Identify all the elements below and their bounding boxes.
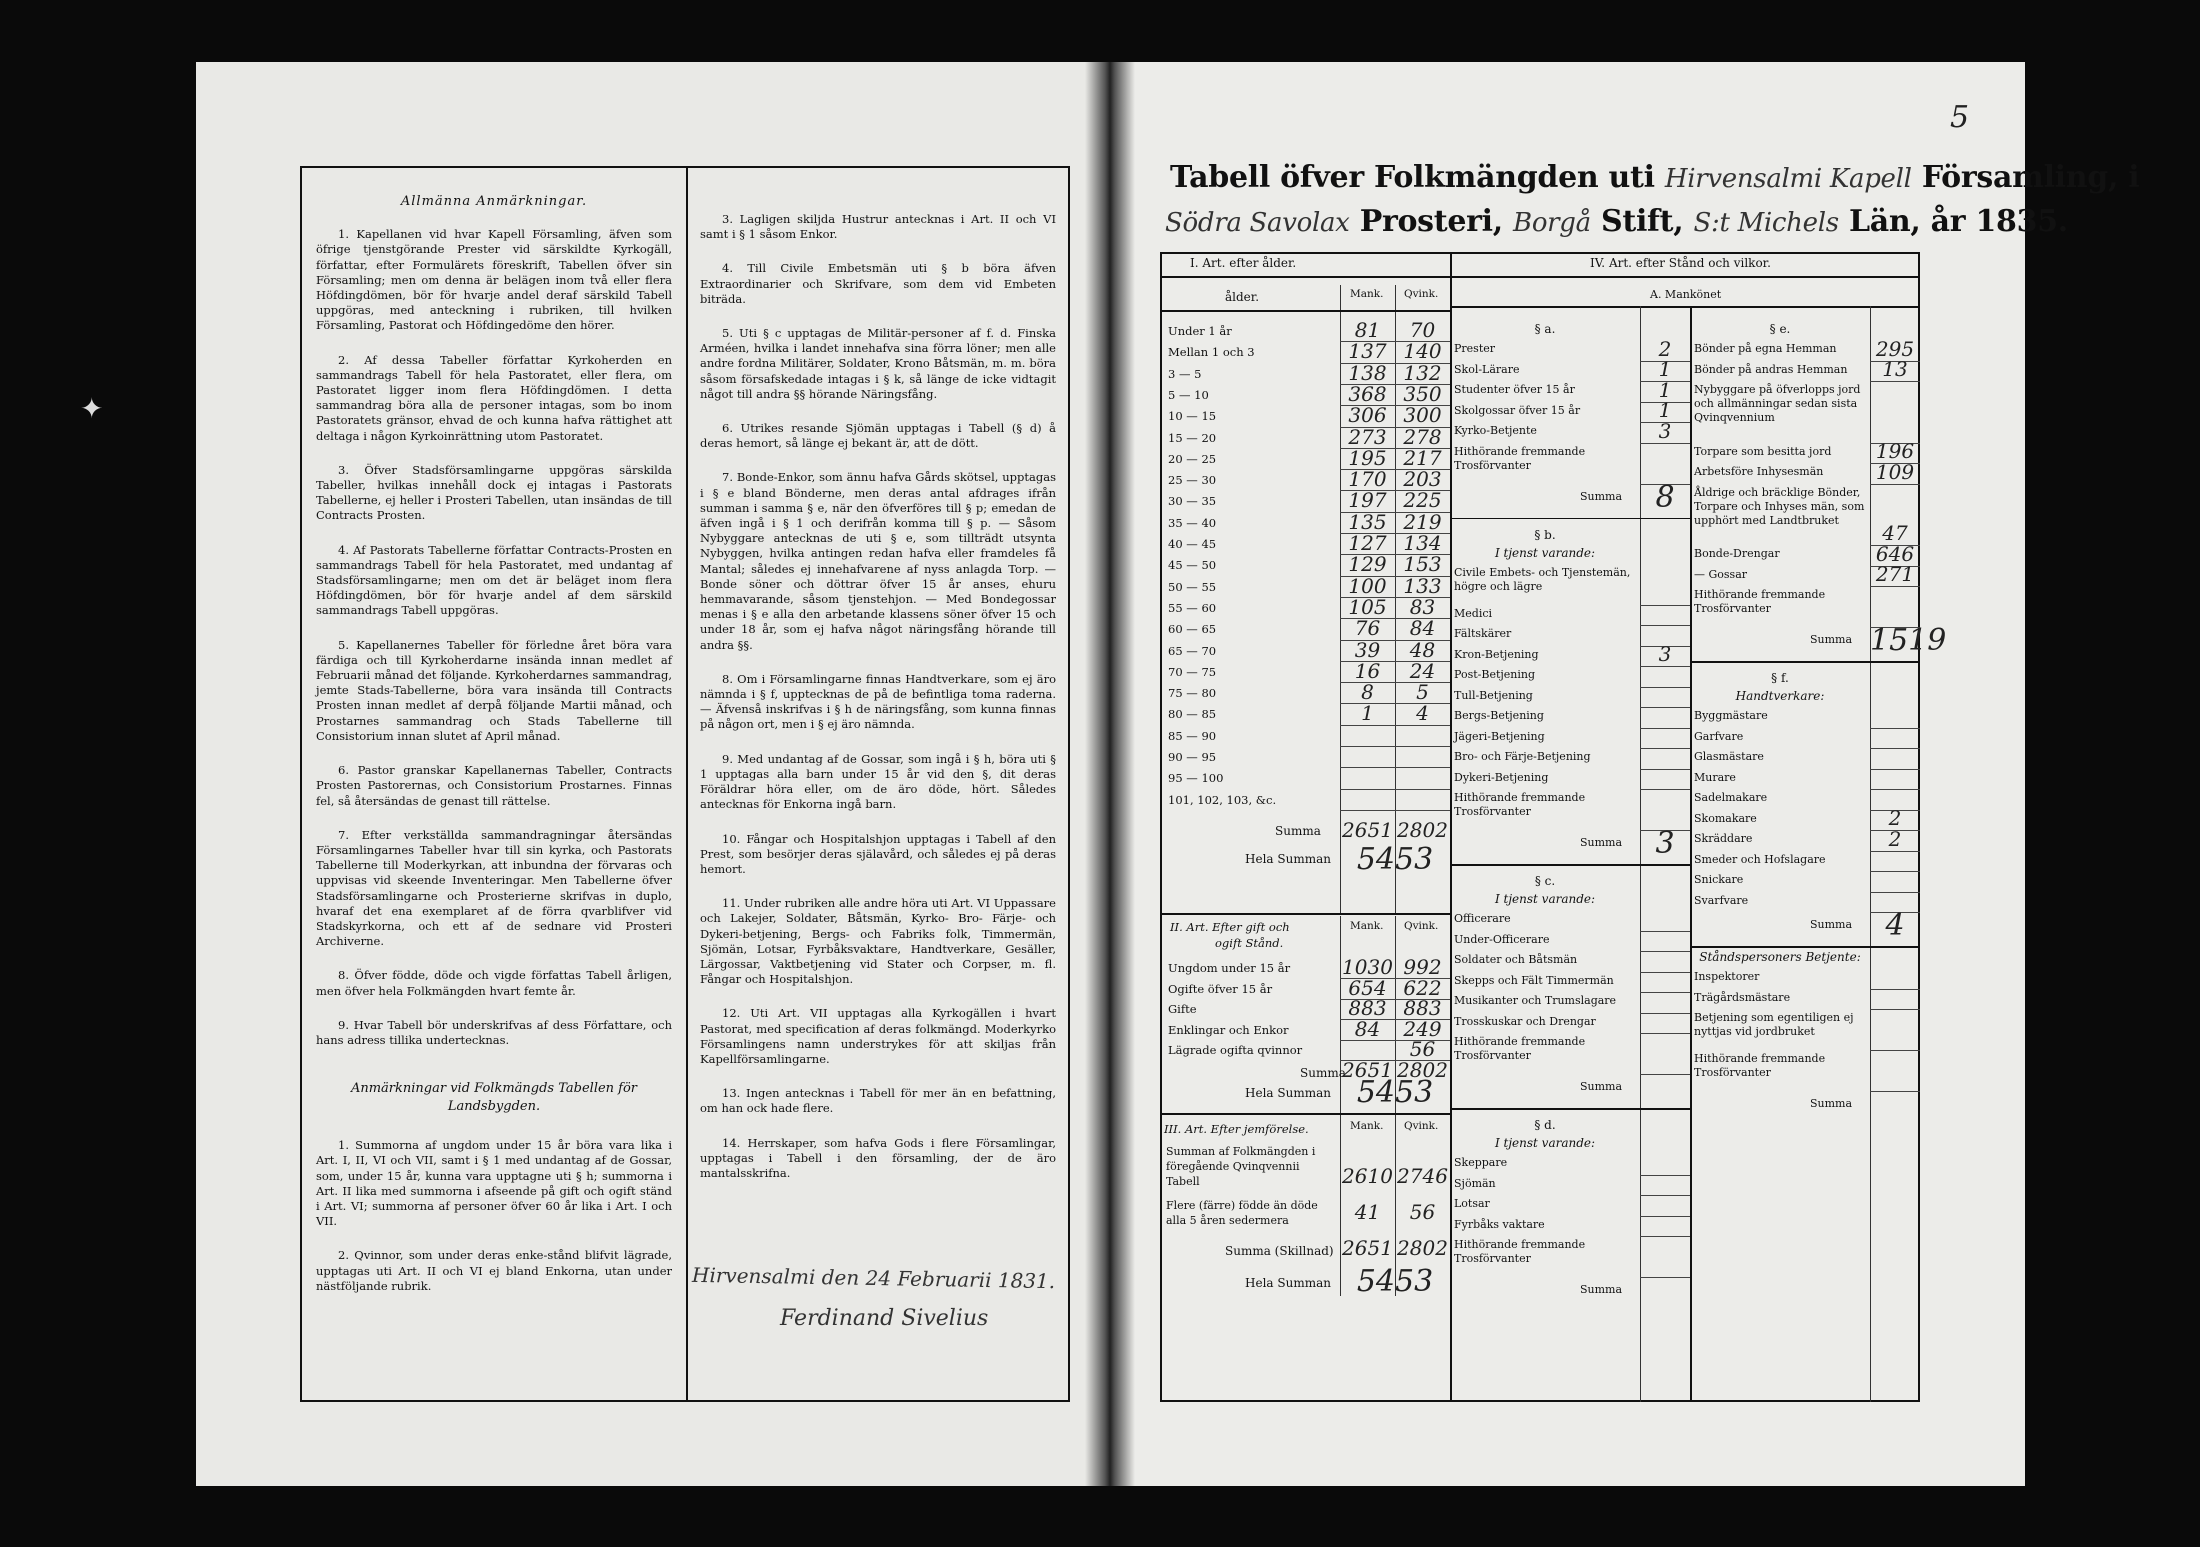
art2-female: 622 — [1403, 975, 1442, 1000]
se-row-label: Bönder på egna Hemman — [1694, 342, 1837, 355]
age-row-rule — [1340, 789, 1450, 790]
art2-male: 84 — [1354, 1016, 1381, 1041]
sb-row-rule — [1640, 687, 1690, 688]
se-end-rule — [1690, 661, 1920, 663]
female-count: 24 — [1409, 658, 1436, 683]
art2-end-rule — [1160, 1113, 1450, 1115]
sd-row-label: Hithörande fremmande Trosförvanter — [1454, 1238, 1586, 1265]
sf-summa-label: Summa — [1810, 918, 1853, 931]
male-count: 76 — [1354, 616, 1381, 641]
sa-row-label: Skolgossar öfver 15 år — [1454, 403, 1581, 417]
age-label: 40 — 45 — [1168, 537, 1217, 551]
sa-value: 1 — [1658, 357, 1672, 381]
female-count: 4 — [1416, 701, 1429, 726]
age-label: 80 — 85 — [1168, 707, 1217, 722]
general-remark-cont-10: 12. Uti Art. VII upptagas alla Kyrkogällen i hvart Pastorat, med specification af deras folkmängd. Moderkyrko Församlingens namn understrykes för att skiljas från Kapellförsamlingarne. — [700, 1006, 1056, 1066]
female-count: 300 — [1403, 403, 1442, 428]
art2-row-label: Gifte — [1168, 1002, 1197, 1016]
sf-summa-value: 4 — [1885, 908, 1905, 943]
general-remark-7: 7. Efter verkställda sammandragningar återsändas Församlingarnes Tabeller hvar till sin kyrka, och Pastorats Tabellerne till Moderkyrkan, att inbundna der förvaras och uppvisas vid skeende Inventeringar. Men Tabellerne öfver Stadsförsamlingarne och Prosterierne skrifvas in duplo, hvaraf det ena exemplaret af de förra qvarblifver vid Stadskyrkorna, och ett af de sednare vid Prosteri Archiverne. — [316, 827, 672, 949]
art1-end-rule — [1160, 913, 1450, 915]
sb-row-label: Dykeri-Betjening — [1454, 770, 1549, 784]
sb-row-label: Bro- och Färje-Betjening — [1454, 750, 1591, 763]
sc-subtitle: I tjenst varande: — [1494, 892, 1596, 906]
male-count: 170 — [1348, 467, 1387, 492]
art2-summa-male: 2651 — [1342, 1058, 1393, 1082]
se-row-label: Bonde-Drengar — [1694, 547, 1780, 560]
art1-header-rule — [1160, 276, 1450, 278]
art3-row2-female: 56 — [1409, 1200, 1436, 1224]
art1-col-mank: Mank. — [1350, 288, 1384, 300]
male-count: 135 — [1348, 509, 1387, 534]
general-remark-cont-4: 6. Utrikes resande Sjömän upptagas i Tabell (§ d) å deras hemort, så länge ej bekant är, att de dött. — [700, 421, 1056, 451]
sd-row-label: Fyrbåks vaktare — [1454, 1217, 1545, 1231]
year: 1835. — [1975, 204, 2068, 239]
art1-col-qvink: Qvink. — [1404, 288, 1439, 300]
sb-row-rule — [1640, 789, 1690, 790]
sb-row-rule — [1640, 748, 1690, 749]
age-label: 50 — 55 — [1168, 579, 1217, 594]
art2-hela-label: Hela Summan — [1245, 1086, 1331, 1100]
general-remark-cont-7: 9. Med undantag af de Gossar, som ingå i § h, böra uti § 1 upptagas alla barn under 15 år vid den §, dit deras Föräldrar höra eller, om de äro döde, hört. Således antecknas för Enkorna ingå barn. — [700, 751, 1056, 812]
age-label: 30 — 35 — [1168, 494, 1217, 509]
sd-row-rule — [1640, 1216, 1690, 1217]
parish-handwritten: Hirvensalmi Kapell — [1664, 164, 1912, 194]
sc-row-label: Officerare — [1454, 912, 1511, 925]
landsbygd-remark-2: 2. Qvinnor, som under deras enke-stånd blifvit lägrade, upptagas uti Art. II och VI ej bland Enkorna, utan under nästföljande rubrik. — [316, 1248, 672, 1293]
male-count: 368 — [1348, 381, 1387, 406]
prosteri-handwritten: Södra Savolax — [1165, 208, 1350, 238]
art2-male: 654 — [1348, 975, 1387, 1000]
sd-row-rule — [1640, 1195, 1690, 1196]
sf-row-label: Garfvare — [1694, 729, 1744, 743]
female-count: 84 — [1409, 616, 1436, 641]
sa-value: 3 — [1658, 418, 1672, 443]
se-row-label: — Gossar — [1694, 567, 1748, 581]
se-summa-value: 1519 — [1870, 623, 1947, 658]
female-count: 217 — [1403, 445, 1442, 470]
art4-header: IV. Art. efter Stånd och vilkor. — [1590, 256, 1771, 270]
sb-row-label: Post-Betjening — [1454, 668, 1536, 681]
art2-female: 249 — [1403, 1016, 1442, 1041]
female-count: 219 — [1403, 509, 1442, 534]
age-label: 20 — 25 — [1168, 451, 1217, 466]
se-row-label: Torpare som besitta jord — [1694, 444, 1832, 458]
sa-value: 1 — [1658, 398, 1672, 422]
sb-row-label: Tull-Betjening — [1454, 688, 1533, 702]
sd-subtitle: I tjenst varande: — [1494, 1136, 1596, 1150]
male-count: 100 — [1348, 573, 1387, 598]
general-remark-3: 3. Öfver Stadsförsamlingarne uppgöras särskilda Tabeller, hvilkas innehåll dock ej intagas i Pastorats Tabellerne, ej heller i Prosteri Tabellen, utan insändas de till Contracts Prosten. — [316, 462, 672, 523]
age-label: 3 — 5 — [1168, 366, 1202, 381]
age-label: 35 — 40 — [1168, 515, 1217, 530]
age-label: 101, 102, 103, &c. — [1168, 792, 1277, 807]
se-value: 196 — [1875, 439, 1915, 463]
art2-female: 992 — [1403, 955, 1442, 979]
sg-row-rule — [1870, 1009, 1920, 1010]
sb-row-rule — [1640, 666, 1690, 667]
sc-row-label: Musikanter och Trumslagare — [1454, 994, 1617, 1007]
age-row-rule — [1340, 810, 1450, 811]
title-prefix: Tabell öfver Folkmängden uti — [1170, 160, 1655, 195]
sg-row-label: Trägårdsmästare — [1694, 990, 1791, 1004]
sf-row-rule — [1870, 748, 1920, 749]
male-count: 137 — [1348, 339, 1387, 364]
art3-row1-male: 2610 — [1342, 1164, 1393, 1188]
art4-header-rule — [1450, 276, 1920, 278]
book-gutter — [1085, 62, 1135, 1486]
age-label: 65 — 70 — [1168, 643, 1217, 658]
art2-row-label: Lägrade ogifta qvinnor — [1168, 1043, 1303, 1057]
female-count: 140 — [1403, 339, 1442, 364]
age-label: 90 — 95 — [1168, 750, 1217, 764]
se-row-label: Arbetsföre Inhysesmän — [1694, 465, 1824, 478]
sf-row-label: Byggmästare — [1694, 709, 1768, 722]
title-forsamling: Församling, i — [1921, 160, 2140, 195]
sb-summa-value: 3 — [1655, 826, 1675, 861]
age-label: 10 — 15 — [1168, 409, 1217, 424]
se-row-label: Åldrige och bräcklige Bönder, Torpare och Inhyses män, som upphört med Landtbruket — [1694, 485, 1865, 527]
sb-row-rule — [1640, 605, 1690, 606]
page-number: 5 — [1950, 100, 1970, 135]
lan-handwritten: S:t Michels — [1693, 208, 1839, 238]
sb-row-label: Civile Embets- och Tjenstemän, högre och lägre — [1454, 565, 1631, 593]
sc-row-rule — [1640, 992, 1690, 993]
sa-end-rule — [1450, 518, 1690, 520]
sb-row-rule — [1640, 728, 1690, 729]
female-count: 83 — [1409, 594, 1436, 619]
art4-subheader-rule — [1450, 306, 1920, 308]
sc-row-rule — [1640, 972, 1690, 973]
art3-col-mank: Mank. — [1350, 1120, 1384, 1132]
art2-header-1: II. Art. Efter gift och — [1170, 920, 1290, 934]
sf-row-rule — [1870, 851, 1920, 852]
sc-row-rule — [1640, 1013, 1690, 1014]
sc-title: § c. — [1534, 874, 1556, 888]
se-value: 13 — [1882, 357, 1908, 381]
sg-subtitle: Ståndspersoners Betjente: — [1699, 950, 1861, 964]
title-line-1 — [1170, 160, 2139, 195]
sd-summa-label: Summa — [1580, 1283, 1623, 1296]
sa-value: 2 — [1658, 336, 1672, 361]
age-label: 15 — 20 — [1168, 430, 1217, 445]
art4-mid-divider — [1690, 306, 1692, 1402]
male-count: 273 — [1348, 424, 1387, 449]
sg-row-rule — [1870, 989, 1920, 990]
sb-row-rule — [1640, 625, 1690, 626]
sa-title: § a. — [1534, 322, 1556, 336]
art1-colhead-rule — [1160, 310, 1450, 312]
sd-row-rule — [1640, 1175, 1690, 1176]
sc-summa-label: Summa — [1580, 1080, 1623, 1093]
sf-row-label: Snickare — [1694, 873, 1744, 886]
art2-row-label: Enklingar och Enkor — [1168, 1022, 1289, 1037]
sf-row-label: Skräddare — [1694, 832, 1753, 845]
art2-col-mank: Mank. — [1350, 920, 1384, 932]
sf-row-rule — [1870, 892, 1920, 893]
general-remark-cont-3: 5. Uti § c upptagas de Militär-personer af f. d. Finska Arméen, hvilka i landet innehafva sina förra löner; men alle andre fordna Militärer, Soldater, Krono Båtsmän, m. m. böra såsom försafskedade intagas i § k, så länge de icke vidtagit något till andra §§ hörande Näringsfång. — [700, 326, 1056, 401]
sf-value: 2 — [1888, 826, 1902, 851]
general-remark-cont-1: 3. Lagligen skiljda Hustrur antecknas i Art. II och VI samt i § 1 såsom Enkor. — [700, 212, 1056, 242]
female-count: 134 — [1403, 531, 1442, 555]
general-remark-5: 5. Kapellanernes Tabeller för förledne året böra vara färdiga och till Kyrkoherdarne insända innan medlet af Februarii månad det följande. Kyrkoherdarnes sammandrag, jemte Stads-Tabellerne, böra vara insända till Contracts Prosten innan medlet af derpå följande Martii månad, och Prostarnes sammandrag och Stads Tabellerne till Consistorium innan slutet af April månad. — [316, 637, 672, 743]
age-label: 95 — 100 — [1168, 771, 1224, 786]
general-remark-cont-11: 13. Ingen antecknas i Tabell för mer än en befattning, om han ock hade flere. — [700, 1086, 1056, 1116]
general-remark-cont-8: 10. Fångar och Hospitalshjon upptagas i Tabell af den Prest, som besörjer deras själavård, och således ej på deras hemort. — [700, 831, 1056, 876]
sd-row-rule — [1640, 1277, 1690, 1278]
sf-row-rule — [1870, 871, 1920, 872]
male-count: 81 — [1354, 318, 1381, 342]
sc-row-rule — [1640, 931, 1690, 932]
sf-row-label: Murare — [1694, 770, 1736, 784]
art2-male: 1030 — [1342, 955, 1393, 979]
art2-summa-female: 2802 — [1397, 1058, 1448, 1082]
sb-summa-label: Summa — [1580, 836, 1623, 849]
sg-summa-label: Summa — [1810, 1097, 1853, 1110]
art1-header: I. Art. efter ålder. — [1190, 256, 1297, 270]
sb-row-label: Fältskärer — [1454, 627, 1512, 640]
se-value: 271 — [1875, 562, 1915, 586]
sa-value: 1 — [1658, 377, 1672, 402]
art2-summa-label: Summa — [1300, 1066, 1346, 1080]
art2-female: 883 — [1403, 996, 1442, 1020]
left-column-divider — [686, 166, 688, 1402]
prosteri-label: Prosteri, — [1359, 204, 1503, 239]
art3-col-qvink: Qvink. — [1404, 1120, 1439, 1132]
age-row-rule — [1340, 767, 1450, 768]
art3-hela-value: 5453 — [1356, 1264, 1434, 1299]
se-summa-label: Summa — [1810, 633, 1853, 646]
sg-row-label: Inspektorer — [1694, 970, 1760, 983]
sb-subtitle: I tjenst varande: — [1494, 545, 1596, 560]
age-label: Mellan 1 och 3 — [1168, 345, 1255, 360]
se-row-label: Hithörande fremmande Trosförvanter — [1694, 588, 1826, 615]
sc-row-label: Skepps och Fält Timmermän — [1454, 973, 1614, 987]
stift-handwritten: Borgå — [1513, 208, 1591, 238]
sf-row-label: Skomakare — [1694, 811, 1757, 825]
male-count: 1 — [1361, 701, 1374, 726]
signature-place-date: Hirvensalmi den 24 Februarii 1831. — [691, 1262, 1056, 1294]
age-row-rule — [1340, 746, 1450, 747]
art1-hela-value: 5453 — [1356, 841, 1434, 877]
general-remarks-title: Allmänna Anmärkningar. — [400, 194, 588, 209]
male-count: 129 — [1348, 552, 1387, 577]
general-remark-cont-12: 14. Herrskaper, som hafva Gods i flere Församlingar, upptagas i Tabell i den församling, der de äro mantalsskrifna. — [700, 1135, 1056, 1180]
male-count: 8 — [1361, 680, 1374, 705]
sg-row-rule — [1870, 1091, 1920, 1092]
sf-subtitle: Handtverkare: — [1735, 689, 1825, 703]
male-count: 39 — [1354, 637, 1381, 662]
sa-row-label: Kyrko-Betjente — [1454, 424, 1537, 437]
sa-row-label: Hithörande fremmande Trosförvanter — [1454, 444, 1586, 472]
male-count: 105 — [1348, 594, 1387, 619]
sg-row-label: Hithörande fremmande Trosförvanter — [1694, 1052, 1826, 1079]
landsbygd-title: Anmärkningar vid Folkmängds Tabellen för Landsbygden. — [350, 1081, 638, 1115]
age-label: 25 — 30 — [1168, 473, 1217, 488]
se-row-rule — [1870, 381, 1920, 382]
art3-header: III. Art. Efter jemförelse. — [1164, 1122, 1309, 1136]
se-value: 47 — [1882, 521, 1908, 545]
landsbygd-remark-1: 1. Summorna af ungdom under 15 år böra vara lika i Art. I, II, VI och VII, samt i § 1 med undantag af de Gossar, som, under 15 år, kunna vara upptagne uti § h; summorna i Art. II lika med summorna i afseende på gift och ogift ständ i Art. VI; summorna af personer öfver 60 år lika i Art. I och VII. — [316, 1138, 672, 1229]
sf-row-label: Svarfvare — [1694, 893, 1749, 907]
sb-title: § b. — [1534, 527, 1556, 542]
age-label: 60 — 65 — [1168, 622, 1217, 637]
age-label: 85 — 90 — [1168, 728, 1217, 743]
se-row-rule — [1870, 484, 1920, 485]
sa-summa-label: Summa — [1580, 489, 1623, 503]
art3-summa-label: Summa (Skillnad) — [1225, 1244, 1334, 1258]
general-remark-9: 9. Hvar Tabell bör underskrifvas af dess Författare, och hans adress tillika undertecknas. — [316, 1017, 672, 1047]
art1-hela-label: Hela Summan — [1245, 851, 1331, 866]
sb-row-label: Kron-Betjening — [1454, 647, 1539, 661]
se-value: 646 — [1875, 541, 1915, 566]
sf-end-rule — [1690, 946, 1920, 948]
general-remark-cont-9: 11. Under rubriken alle andre höra uti Art. VI Uppassare och Lakejer, Soldater, Båtsmän, Kyrko- Bro- Färje- och Dykeri-betjening, Bergs- och Fabriks folk, Timmermän, Sjömän, Lotsar, Fyrbåksvaktare, Handtverkare, Gesäller, Lärgossar, Vaktbetjening vid Stater och Corpser, m. fl. Fångar och Hospitalshjon. — [700, 896, 1056, 987]
art3-row1-label: Summan af Folkmängden i föregående Qvinqvennii Tabell — [1166, 1145, 1316, 1188]
sf-title: § f. — [1771, 671, 1789, 685]
sg-row-rule — [1870, 1050, 1920, 1051]
age-label: 45 — 50 — [1168, 558, 1217, 573]
sf-row-rule — [1870, 789, 1920, 790]
male-count: 127 — [1348, 531, 1387, 555]
female-count: 132 — [1403, 360, 1442, 385]
art2-female: 56 — [1409, 1037, 1436, 1061]
stift-label: Stift, — [1601, 204, 1684, 239]
female-count: 70 — [1409, 318, 1436, 342]
se-row-label: Bönder på andras Hemman — [1694, 362, 1848, 376]
male-count: 195 — [1348, 445, 1387, 470]
art3-hela-label: Hela Summan — [1245, 1276, 1331, 1290]
sf-row-rule — [1870, 769, 1920, 770]
general-remark-cont-5: 7. Bonde-Enkor, som ännu hafva Gårds skötsel, upptagas i § e bland Bönderne, men deras antal afdrages ifrån summan i samma § e, när den öfverföres till § p; emedan de äfven ingå i § 1 och derifrån komma till § p. — Såsom Nybyggare antecknas de uti § e, som tillträdt utsynta Nybyggen, hvilka antingen redan hafva eller framdeles få Mantal; således ej innehafvarene af nyss anlagda Torp. — Bonde söner och döttrar öfver 15 år anses, ehuru hemmavarande, såsom tjenstehjon. — Med Bondegossar menas i § e alla den arbetande klassens söner öfver 15 och under 18 år, som ej hafva något näringsfång hörande till andra §§. — [700, 470, 1056, 652]
age-label: 75 — 80 — [1168, 686, 1217, 701]
art2-header-2: ogift Stånd. — [1215, 936, 1284, 950]
se-row-label: Nybyggare på öfverlopps jord och allmänningar sedan sista Qvinqvennium — [1694, 383, 1861, 424]
general-remark-cont-2: 4. Till Civile Embetsmän uti § b böra äfven Extraordinarier och Skrifvare, som dem vid Embeten biträda. — [700, 261, 1056, 306]
title-line-2 — [1165, 204, 2068, 239]
sf-row-label: Smeder och Hofslagare — [1694, 852, 1826, 866]
art1-summa-female: 2802 — [1397, 817, 1448, 842]
female-count: 203 — [1403, 467, 1442, 492]
sc-row-rule — [1640, 1033, 1690, 1034]
sg-row-label: Betjening som egentiligen ej nyttjas vid jordbruket — [1694, 1011, 1854, 1038]
sa-row-label: Skol-Lärare — [1454, 362, 1520, 376]
general-remark-cont-6: 8. Om i Församlingarne finnas Handtverkare, som ej äro nämnda i § f, upptecknas de på de befintliga toma raderna. — Äfvenså inskrifvas i § h de näringsfång, som kunna finnas på någon ort, men i § ej äro nämnda. — [700, 671, 1056, 732]
sc-row-label: Hithörande fremmande Trosförvanter — [1454, 1035, 1586, 1062]
sa-summa-value: 8 — [1655, 479, 1675, 515]
left-column-2 — [700, 182, 1056, 1200]
art4-subheader: A. Mankönet — [1650, 288, 1722, 301]
general-remark-2: 2. Af dessa Tabeller författar Kyrkoherden en sammandrags Tabell för hela Pastoratet, eller flera, om Pastoratet ligger inom flera Höfdingdömen. I detta sammandrag böra alla de personer intagas, som bo inom Pastoratets gränsor, ehvad de och kunna hafva rättighet att deltaga i någon Kyrkoinrättning utom Pastoratet. — [316, 352, 672, 443]
left-column-1 — [316, 182, 672, 1313]
art2-row-label: Ogifte öfver 15 år — [1168, 981, 1273, 996]
sa-row-rule — [1640, 443, 1690, 444]
se-row-rule — [1870, 586, 1920, 587]
general-remark-1: 1. Kapellanen vid hvar Kapell Församling, äfven som öfrige tjenstgörande Prester vid särskildte Kyrkogäll, författar, efter Formulärets föreskrift, Tabellen öfver sin Församling; men om denna är belägen inom två eller flera Höfdingdömen, bör för hvarje andel deraf särskild Tabell uppgöras, med anteckning i rubriken, till hvilken Församling, Pastorat och Höfdingedöme den hörer. — [316, 227, 672, 333]
sb-row-rule — [1640, 769, 1690, 770]
sb-row-label: Medici — [1454, 606, 1493, 620]
general-remark-4: 4. Af Pastorats Tabellerne författar Contracts-Prosten en sammandrags Tabell för hela Pastoratet, med undantag af Stadsförsamlingarne; men om det är beläget inom flera Höfdingdömen, bör för hvarje andel af dem särskild sammandrags Tabell uppgöras. — [316, 542, 672, 618]
sc-row-label: Soldater och Båtsmän — [1454, 953, 1578, 966]
art1-summa-male: 2651 — [1342, 817, 1393, 842]
age-label: 70 — 75 — [1168, 664, 1217, 679]
art1-summa-label: Summa — [1275, 823, 1321, 838]
male-count: 138 — [1348, 360, 1387, 385]
signature-name: Ferdinand Sivelius — [780, 1306, 989, 1331]
sf-row-rule — [1870, 728, 1920, 729]
sd-title: § d. — [1534, 1118, 1556, 1132]
art2-col-qvink: Qvink. — [1404, 920, 1439, 932]
art3-summa-female: 2802 — [1397, 1236, 1448, 1260]
sc-row-rule — [1640, 951, 1690, 952]
sa-row-label: Studenter öfver 15 år — [1454, 383, 1575, 396]
sa-row-label: Prester — [1454, 342, 1496, 355]
sd-row-rule — [1640, 1236, 1690, 1237]
margin-mark: ✦ — [80, 392, 104, 425]
sc-row-rule — [1640, 1074, 1690, 1075]
female-count: 153 — [1403, 552, 1442, 577]
male-count: 16 — [1354, 658, 1381, 683]
sc-row-label: Under-Officerare — [1454, 932, 1550, 946]
female-count: 225 — [1403, 488, 1442, 513]
table-main-divider — [1450, 252, 1452, 1402]
art1-col-alder: ålder. — [1225, 290, 1260, 304]
art2-male: 883 — [1348, 996, 1387, 1020]
sd-row-label: Skeppare — [1454, 1156, 1508, 1169]
sb-row-rule — [1640, 707, 1690, 708]
sb-row-label: Bergs-Betjening — [1454, 709, 1544, 722]
sd-row-label: Lotsar — [1454, 1197, 1490, 1210]
age-label: 5 — 10 — [1168, 387, 1209, 402]
age-label: 55 — 60 — [1168, 600, 1217, 615]
art3-row1-female: 2746 — [1397, 1164, 1448, 1188]
sf-value: 2 — [1888, 806, 1902, 830]
sc-end-rule — [1450, 1108, 1690, 1110]
sc-row-label: Trosskuskar och Drengar — [1454, 1014, 1596, 1028]
se-value: 109 — [1875, 459, 1915, 484]
female-count: 133 — [1403, 573, 1442, 598]
female-count: 5 — [1416, 680, 1429, 705]
female-count: 350 — [1403, 381, 1442, 406]
sb-end-rule — [1450, 864, 1690, 866]
male-count: 306 — [1348, 403, 1387, 428]
female-count: 48 — [1409, 637, 1436, 662]
sf-row-label: Glasmästare — [1694, 750, 1764, 763]
se-title: § e. — [1769, 322, 1791, 336]
se-value: 295 — [1875, 336, 1915, 361]
art3-row2-label: Flere (färre) födde än döde alla 5 åren sedermera — [1166, 1199, 1318, 1227]
art3-row2-male: 41 — [1354, 1200, 1381, 1224]
lan-label: Län, år — [1848, 204, 1966, 239]
age-label: Under 1 år — [1168, 324, 1232, 338]
sb-value: 3 — [1658, 642, 1672, 666]
sd-row-label: Sjömän — [1454, 1176, 1496, 1190]
general-remark-8: 8. Öfver födde, döde och vigde författas Tabell årligen, men öfver hela Folkmängden hvart femte år. — [316, 968, 672, 998]
art2-row-label: Ungdom under 15 år — [1168, 961, 1291, 975]
art2-hela-value: 5453 — [1356, 1075, 1434, 1110]
general-remark-6: 6. Pastor granskar Kapellanernas Tabeller, Contracts Prosten Pastorernas, och Consistorium Prostarnes. Finnas fel, så återsändas de genast till rättelse. — [316, 763, 672, 808]
sb-row-label: Hithörande fremmande Trosförvanter — [1454, 791, 1586, 818]
sb-row-label: Jägeri-Betjening — [1454, 729, 1545, 743]
sf-row-label: Sadelmakare — [1694, 791, 1768, 804]
female-count: 278 — [1403, 424, 1442, 449]
male-count: 197 — [1348, 488, 1387, 513]
art3-summa-male: 2651 — [1342, 1236, 1393, 1260]
